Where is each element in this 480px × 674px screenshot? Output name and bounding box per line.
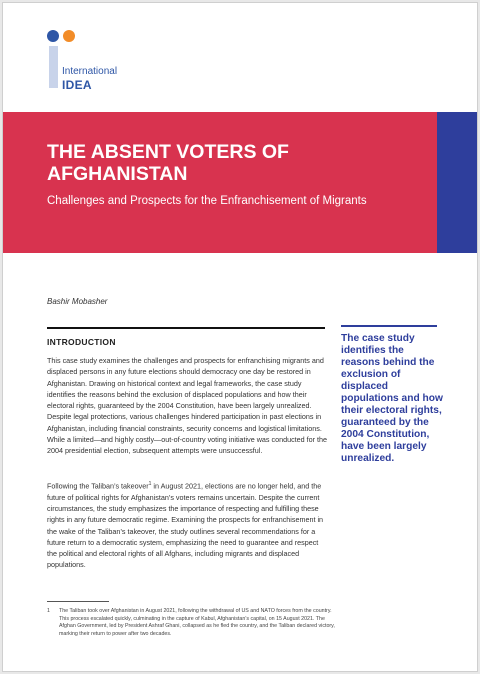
- international-idea-logo: [47, 30, 127, 92]
- author-name: Bashir Mobasher: [47, 297, 108, 306]
- paragraph-text: Following the Taliban’s takeover: [47, 481, 149, 491]
- footnote-divider: [47, 601, 109, 602]
- footnote-reference[interactable]: 1: [148, 481, 152, 487]
- section-divider: [47, 327, 325, 329]
- title-banner-accent: [437, 112, 478, 253]
- intro-paragraph-1: This case study examines the challenges and prospects for enfranchising migrants and displaced persons in any future elections should democracy one day be restored in Afghanistan. Drawing on historical context and legal frameworks, the case study identifies the reasons behind the exclusion of displaced populations and how their electoral rights, guaranteed by the 2004 Constitution, have been largely unrealized. Despite legal protections, various challenges hindered participation in past elections in Afghanistan, including financial constraints, security concerns and logistical limitations. While a limited—and highly costly—out-of-country voting initiative was conducted for the 2004 presidential election, subsequent attempts were unsuccessful.: [47, 356, 328, 456]
- document-subtitle: Challenges and Prospects for the Enfranchisement of Migrants: [47, 195, 367, 207]
- logo-orange-dot: [63, 30, 75, 42]
- pull-quote-rule: [341, 325, 437, 327]
- logo-bar: [49, 46, 58, 88]
- logo-text-international: International: [62, 66, 118, 77]
- paragraph-text: in August 2021, elections are no longer held, and the future of political rights for Afghanistan’s voters remains uncertain. Despite the current circumstances, the study emphasizes the importance of respecting and fulfilling these rights in any future democratic regime. Examining the prospects for enfranchisement in the wake of the Taliban’s takeover, the study outlines several recommendations for a future return to a democratic system, emphasizing the need to guarantee and respect the political and electoral rights of all Afghans, including migrants and displaced populations.: [47, 481, 324, 570]
- footnote: [47, 608, 337, 638]
- pull-quote: The case study identifies the reasons behind the exclusion of displaced populations and how their electoral rights, guaranteed by the 2004 Constitution, have been largely unrealized.: [341, 333, 443, 464]
- intro-paragraph-2: [47, 479, 329, 571]
- document-title: THE ABSENT VOTERS OF AFGHANISTAN: [47, 141, 289, 185]
- document-page: [2, 2, 478, 672]
- section-heading: INTRODUCTION: [47, 337, 116, 347]
- footnote-text: The Taliban took over Afghanistan in August 2021, following the withdrawal of US and NATO forces from the country. This process escalated quickly, culminating in the capture of Kabul, Afghanistan’s capital, on 15 August 2021. The Afghan Government, led by President Ashraf Ghani, collapsed as he fled the country, and the Taliban declared victory, marking their return to power after two decades.: [59, 608, 335, 637]
- footnote-number: 1: [47, 608, 50, 614]
- logo-text-idea: IDEA: [62, 78, 92, 92]
- logo-blue-dot: [47, 30, 59, 42]
